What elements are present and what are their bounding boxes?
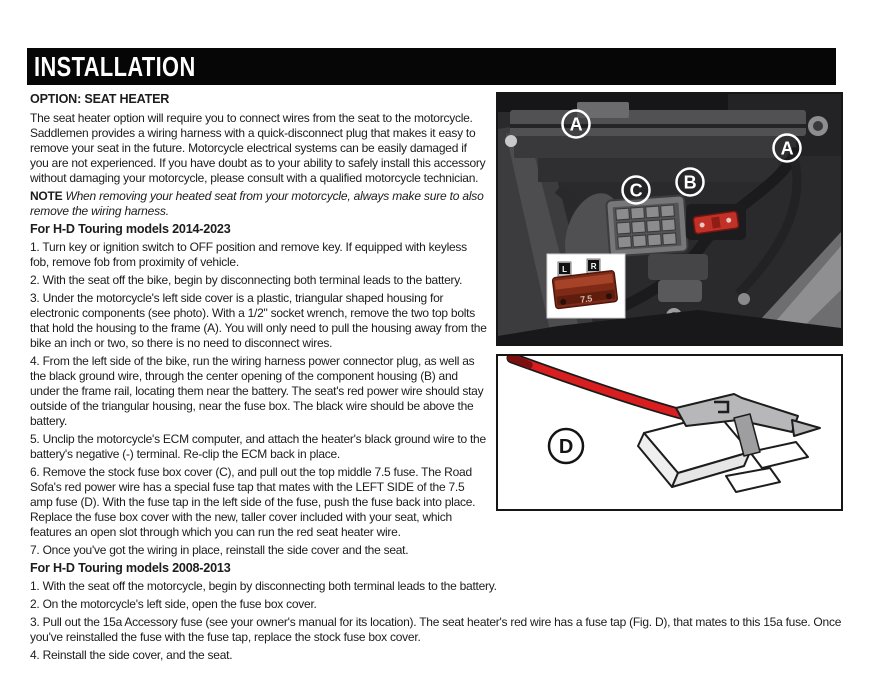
step-2008-4: 4. Reinstall the side cover, and the seat. [30, 648, 233, 662]
step-2008-1: 1. With the seat off the motorcycle, begin by disconnecting both terminal leads to the battery. [30, 579, 497, 593]
callout-b-badge [677, 169, 704, 196]
section-2014-2023-heading: For H-D Touring models 2014-2023 [30, 222, 231, 236]
note-text: When removing your heated seat from your motorcycle, always make sure to also remove the wiring harness. [30, 189, 484, 218]
callout-a1-badge [563, 111, 590, 138]
step-2008-2: 2. On the motorcycle's left side, open the fuse box cover. [30, 597, 317, 611]
step-2014-2: 2. With the seat off the bike, begin by disconnecting both terminal leads to the battery. [30, 273, 463, 287]
note-label: NOTE [30, 189, 63, 203]
fuse-left-tab-label: L [562, 265, 567, 274]
step-2014-4: 4. From the left side of the bike, run the wiring harness power connector plug, as well as the black ground wire, through the center opening of the component housing (B) and under the frame rail, locating them near the battery. The seat's red power wire should stay outside of the triangular housing, near the fuse box. The black wire should be above the battery. [30, 354, 484, 428]
fuse-tap-diagram [496, 354, 843, 511]
step-2014-3: 3. Under the motorcycle's left side cover is a plastic, triangular shaped housing for electronic components (see photo). With a 1/2" socket wrench, remove the two top bolts that hold the housing to the frame (A). You will only need to pull the housing away from the bike an inch or two, so there is no need to disconnect wires. [30, 291, 487, 350]
callout-c-letter: C [629, 180, 643, 201]
installation-header-bar [27, 48, 836, 85]
callout-a2-badge [774, 135, 801, 162]
intro-paragraph: The seat heater option will require you to connect wires from the seat to the motorcycle. Saddlemen provides a wiring harness with a quick-disconnect plug that makes it easy to remove your seat in the future. Motorcycle electrical systems can be easily damaged if you are not experienced. If you have doubt as to your ability to safely install this accessory without damaging your motorcycle, please consult with a qualified motorcycle technician. [30, 111, 486, 185]
component-housing-photo [496, 92, 843, 346]
section-2008-2013-heading: For H-D Touring models 2008-2013 [30, 561, 231, 575]
callout-d-badge [549, 429, 583, 463]
fuse-right-tab-label: R [590, 262, 597, 271]
fuse-box [606, 195, 688, 256]
content-area [30, 92, 843, 666]
page-title: INSTALLATION [34, 50, 196, 82]
figure-column [496, 92, 843, 511]
option-heading: OPTION: SEAT HEATER [30, 92, 170, 106]
step-2014-1: 1. Turn key or ignition switch to OFF position and remove key. If equipped with keyless fob, remove fob from proximity of vehicle. [30, 240, 467, 269]
fuse-inset-photo [547, 254, 625, 318]
motorcycle-photo-illustration [498, 94, 841, 344]
callout-a1-letter: A [569, 114, 583, 135]
callout-b-letter: B [683, 172, 697, 193]
step-2008-3: 3. Pull out the 15a Accessory fuse (see your owner's manual for its location). The seat heater's red wire has a fuse tap (Fig. D), that mates to this 15a fuse. Once you've reinstalled the fuse with the fuse tap, replace the stock fuse box cover. [30, 615, 842, 644]
fuse-amp-label: 7.5 [579, 293, 593, 305]
fuse-tap-drawing [498, 356, 841, 509]
callout-c-badge [623, 177, 650, 204]
step-2014-5: 5. Unclip the motorcycle's ECM computer, and attach the heater's black ground wire to the battery's negative (-) terminal. Re-clip the ECM back in place. [30, 432, 486, 461]
step-2014-6: 6. Remove the stock fuse box cover (C), and pull out the top middle 7.5 fuse. The Road Sofa's red power wire has a special fuse tap that mates with the LEFT SIDE of the 7.5 amp fuse (D). With the fuse tap in the left side of the fuse, push the fuse back into place. Replace the fuse box cover with the new, taller cover included with your seat, which features an open slot through which you can run the red seat heater wire. [30, 465, 476, 539]
step-2014-7: 7. Once you've got the wiring in place, reinstall the side cover and the seat. [30, 543, 409, 557]
callout-d-letter: D [558, 436, 574, 458]
callout-a2-letter: A [780, 138, 794, 159]
